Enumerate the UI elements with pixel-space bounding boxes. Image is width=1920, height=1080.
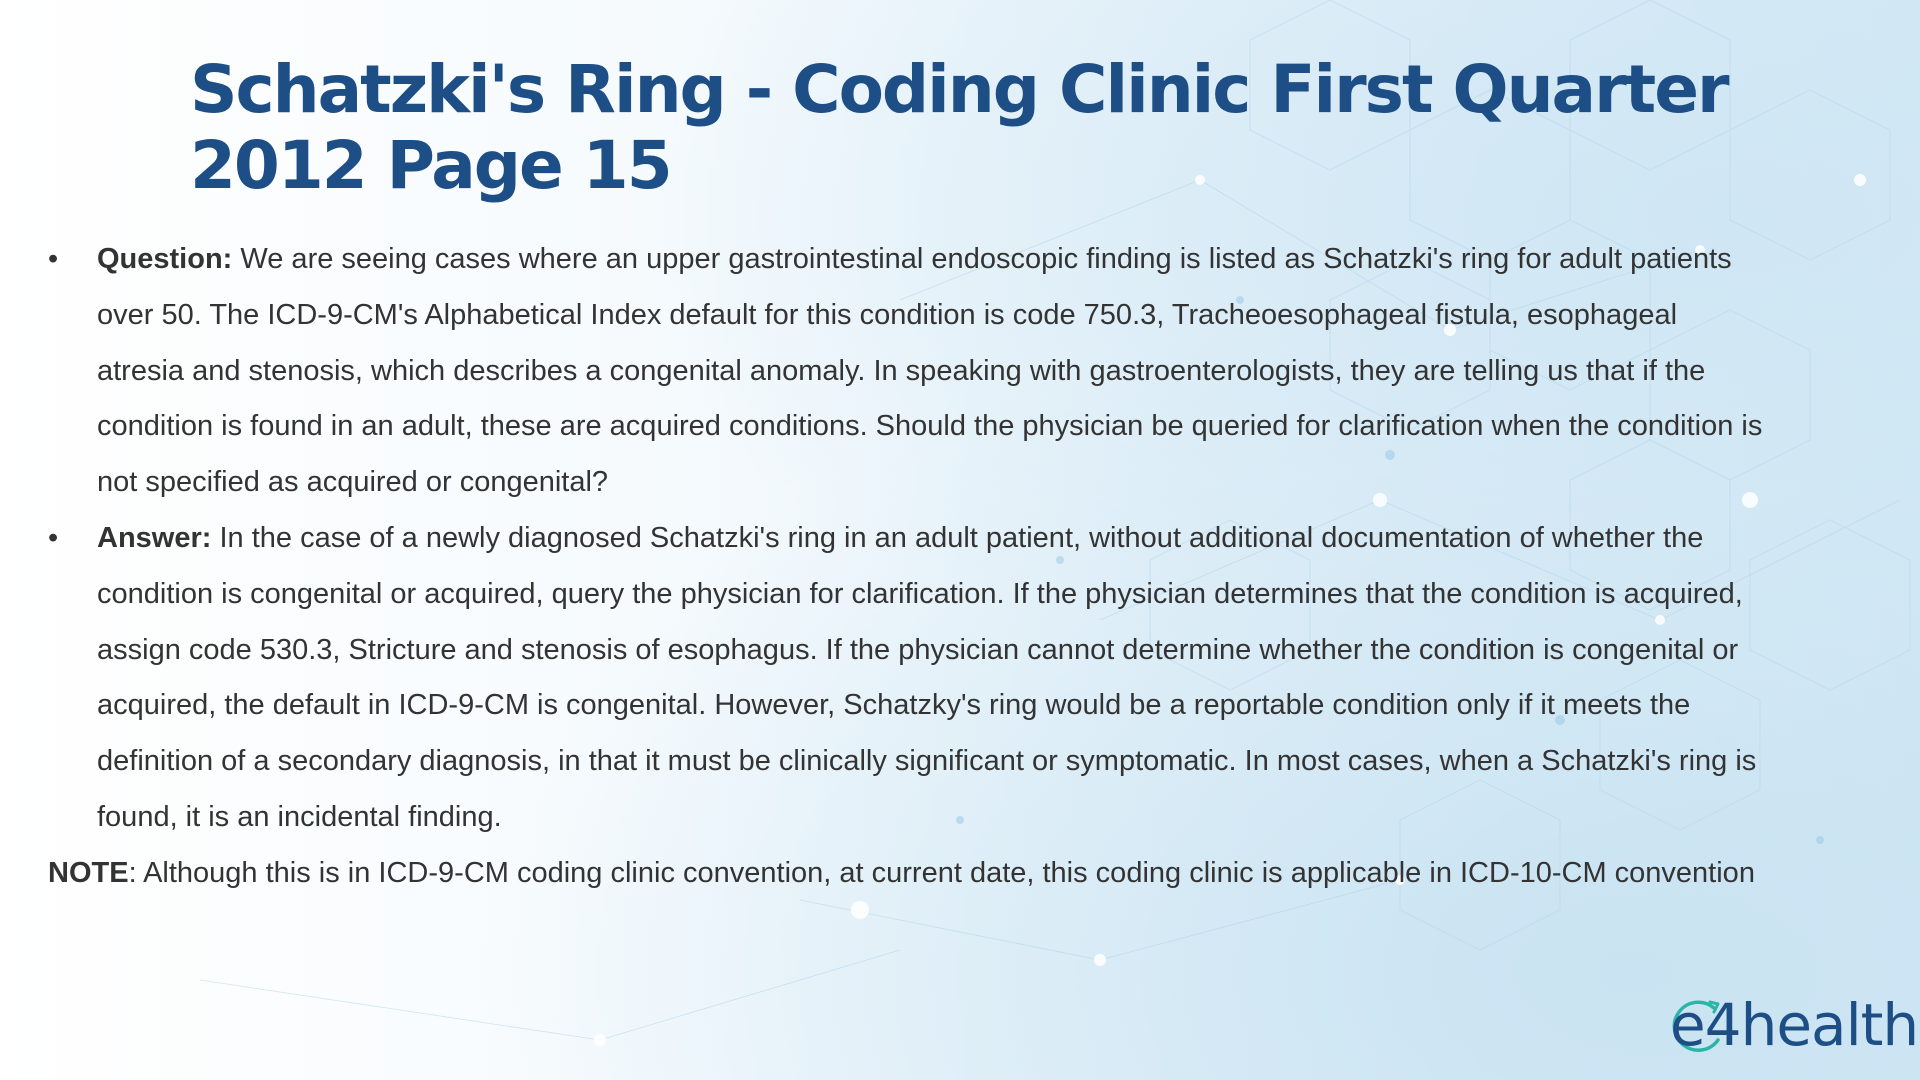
- answer-label: Answer:: [97, 521, 212, 554]
- note-label: NOTE: [48, 856, 129, 889]
- bullet-icon: •: [48, 243, 59, 275]
- slide-body: [48, 232, 1768, 902]
- logo-text: e4health: [1670, 991, 1919, 1059]
- slide-title: Schatzki's Ring - Coding Clinic First Quarter 2012 Page 15: [190, 51, 1728, 204]
- question-bullet: [48, 232, 1768, 511]
- note-paragraph: [48, 846, 1768, 902]
- bullet-icon: •: [48, 521, 59, 554]
- question-text: We are seeing cases where an upper gastrointestinal endoscopic finding is listed as Schatzki's ring for adult patients over 50. The ICD-9-CM's Alphabetical Index default for this condition is code 750.3, Tracheoesophageal fistula, esophageal atresia and stenosis, which describes a congenital anomaly. In speaking with gastroenterologists, they are telling us that if the condition is found in an adult, these are acquired conditions. Should the physician be queried for clarification when the condition is not specified as acquired or congenital?: [97, 243, 1763, 499]
- note-text: : Although this is in ICD-9-CM coding clinic convention, at current date, this coding clinic is applicable in ICD-10-CM convention: [128, 856, 1755, 889]
- answer-bullet: [48, 511, 1768, 846]
- e4health-logo: [1666, 990, 1919, 1070]
- question-label: Question:: [97, 243, 233, 275]
- answer-text: In the case of a newly diagnosed Schatzki's ring in an adult patient, without additional documentation of whether the condition is congenital or acquired, query the physician for clarification. If the physician determines that the condition is acquired, assign code 530.3, Stricture and stenosis of esophagus. If the physician cannot determine whether the condition is congenital or acquired, the default in ICD-9-CM is congenital. However, Schatzky's ring would be a reportable condition only if it meets the definition of a secondary diagnosis, in that it must be clinically significant or symptomatic. In most cases, when a Schatzki's ring is found, it is an incidental finding.: [97, 521, 1757, 833]
